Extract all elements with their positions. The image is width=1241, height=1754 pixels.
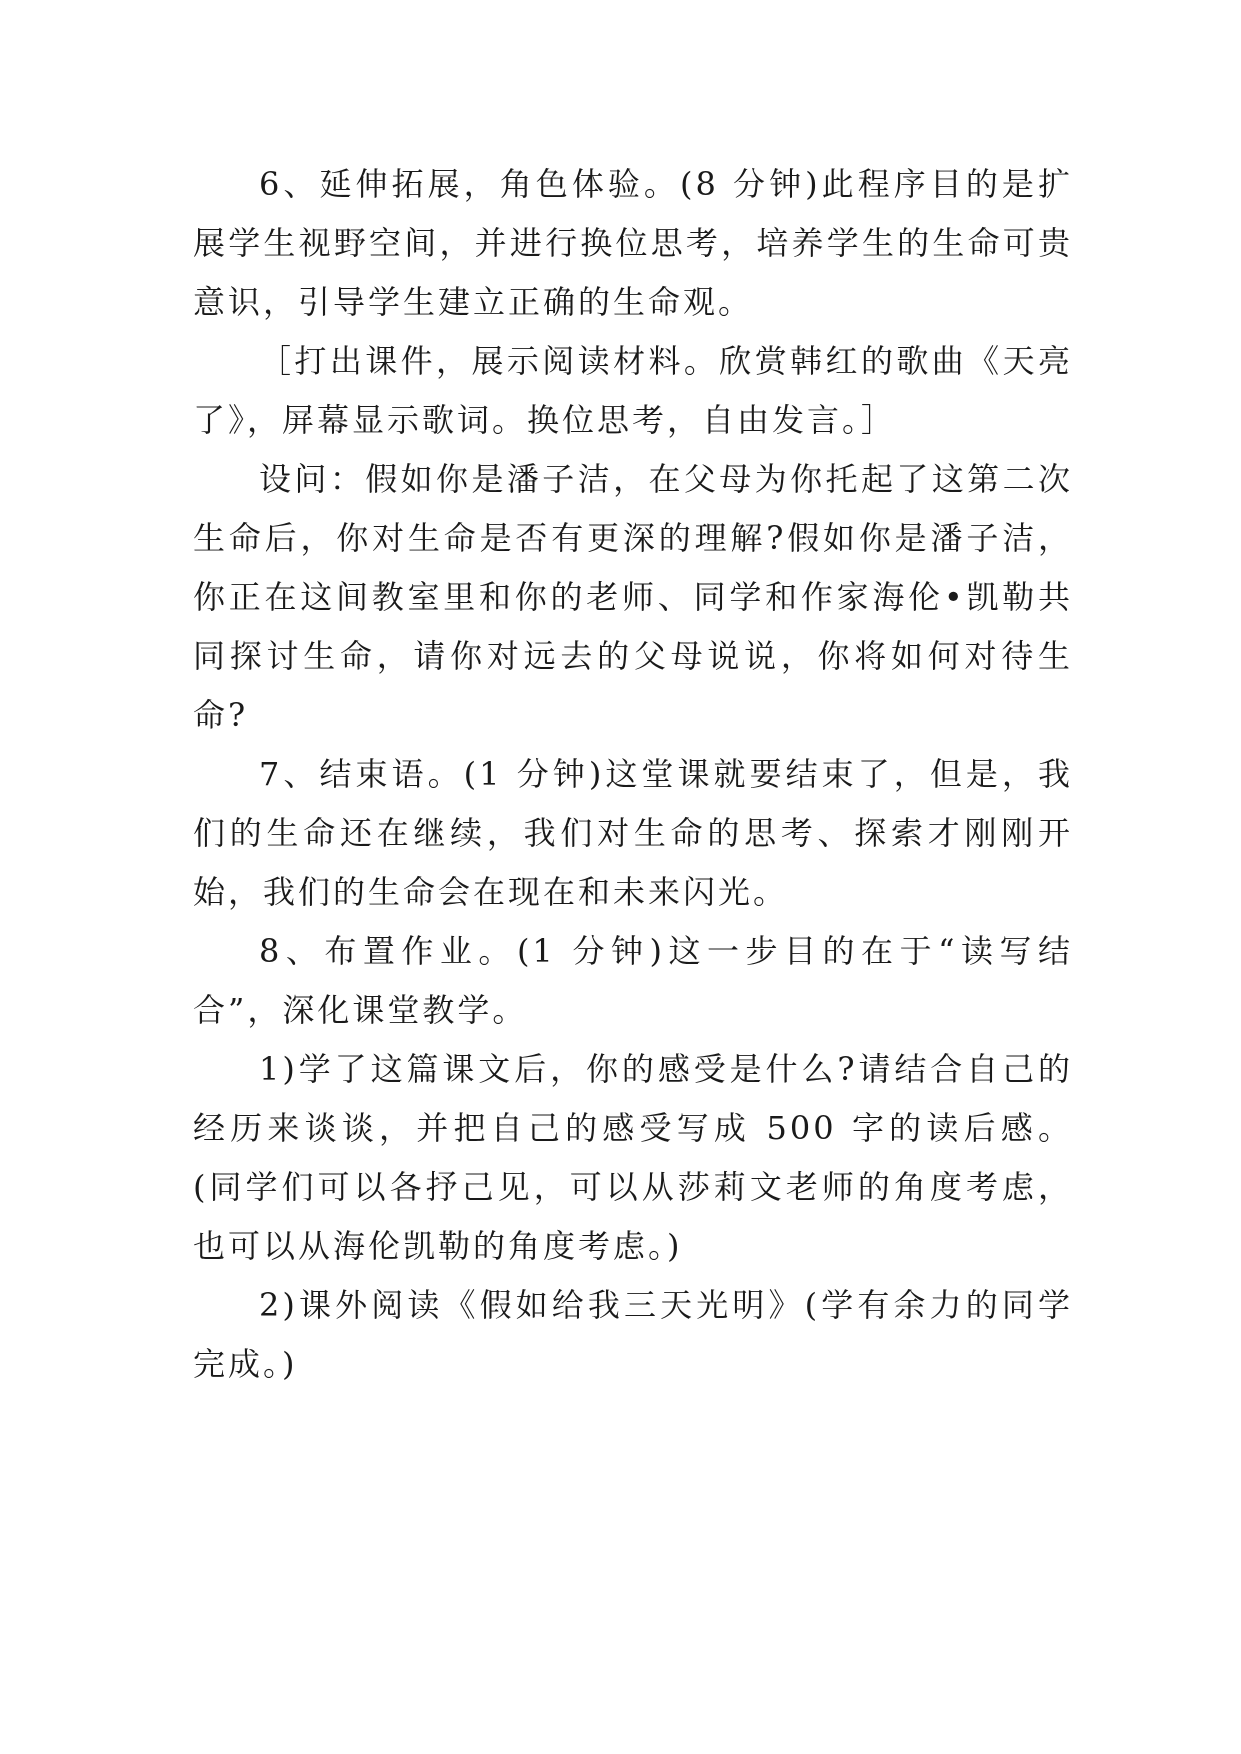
paragraph-homework-item-2: 2)课外阅读《假如给我三天光明》(学有余力的同学完成。) (193, 1286, 1073, 1383)
paragraph-homework: 8、布置作业。(1 分钟)这一步目的在于“读写结合”，深化课堂教学。 (193, 932, 1073, 1029)
document-body (193, 155, 1073, 1394)
paragraph-courseware-note: ［打出课件，展示阅读材料。欣赏韩红的歌曲《天亮了》，屏幕显示歌词。换位思考，自由发言。］ (193, 342, 1073, 439)
paragraph-homework-item-1: 1)学了这篇课文后，你的感受是什么?请结合自己的经历来谈谈，并把自己的感受写成 500 字的读后感。(同学们可以各抒己见，可以从莎莉文老师的角度考虑，也可以从海伦凯勒的角度考虑。) (193, 1050, 1073, 1265)
paragraph-extension: 6、延伸拓展，角色体验。(8 分钟)此程序目的是扩展学生视野空间，并进行换位思考，培养学生的生命可贵意识，引导学生建立正确的生命观。 (193, 165, 1073, 321)
paragraph-conclusion: 7、结束语。(1 分钟)这堂课就要结束了，但是，我们的生命还在继续，我们对生命的思考、探索才刚刚开始，我们的生命会在现在和未来闪光。 (193, 755, 1073, 911)
paragraph-question: 设问：假如你是潘子洁，在父母为你托起了这第二次生命后，你对生命是否有更深的理解?假如你是潘子洁，你正在这间教室里和你的老师、同学和作家海伦•凯勒共同探讨生命，请你对远去的父母说说，你将如何对待生命? (193, 460, 1073, 734)
